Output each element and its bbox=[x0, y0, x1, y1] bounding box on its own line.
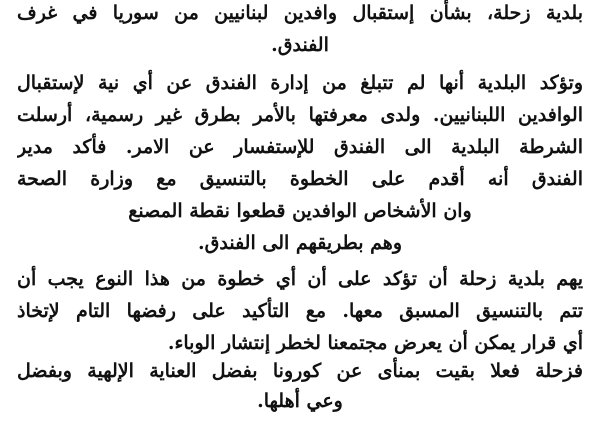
text-line: وهم بطريقهم الى الفندق. bbox=[198, 232, 402, 254]
text-line: وعي أهلها. bbox=[257, 390, 343, 412]
text-line: الشرطة البلدية الى الفندق للإستفسار عن الامر. فأكد مدير bbox=[17, 136, 583, 158]
text-line: وان الأشخاص الوافدين قطعوا نقطة المصنع bbox=[128, 200, 472, 222]
text-line: فزحلة فعلا بقيت بمنأى عن كورونا بفضل العناية الإلهية وبفضل bbox=[17, 360, 583, 382]
text-line: أي قرار يمكن أن يعرض مجتمعنا لخطر إنتشار الوباء. bbox=[167, 332, 583, 354]
text-line: يهم بلدية زحلة أن تؤكد على أن أي خطوة من هذا النوع يجب أن bbox=[17, 268, 583, 290]
text-line: الوافدين اللبنانيين. ولدى معرفتها بالأمر بطرق غير رسمية، أرسلت bbox=[17, 104, 583, 126]
text-line: تتم بالتنسيق المسبق معها. مع التأكيد على رفضها التام لإتخاذ bbox=[17, 300, 583, 322]
text-line: بلدية زحلة، بشأن إستقبال وافدين لبنانيين من سوريا في غرف bbox=[17, 2, 583, 24]
text-line: الفندق. bbox=[271, 34, 329, 56]
text-line: الفندق أنه أقدم على الخطوة بالتنسيق مع وزارة الصحة bbox=[17, 168, 583, 190]
text-line: وتؤكد البلدية أنها لم تتبلغ من إدارة الفندق عن أي نية لإستقبال bbox=[17, 72, 583, 94]
cut-off-line bbox=[17, 416, 583, 430]
